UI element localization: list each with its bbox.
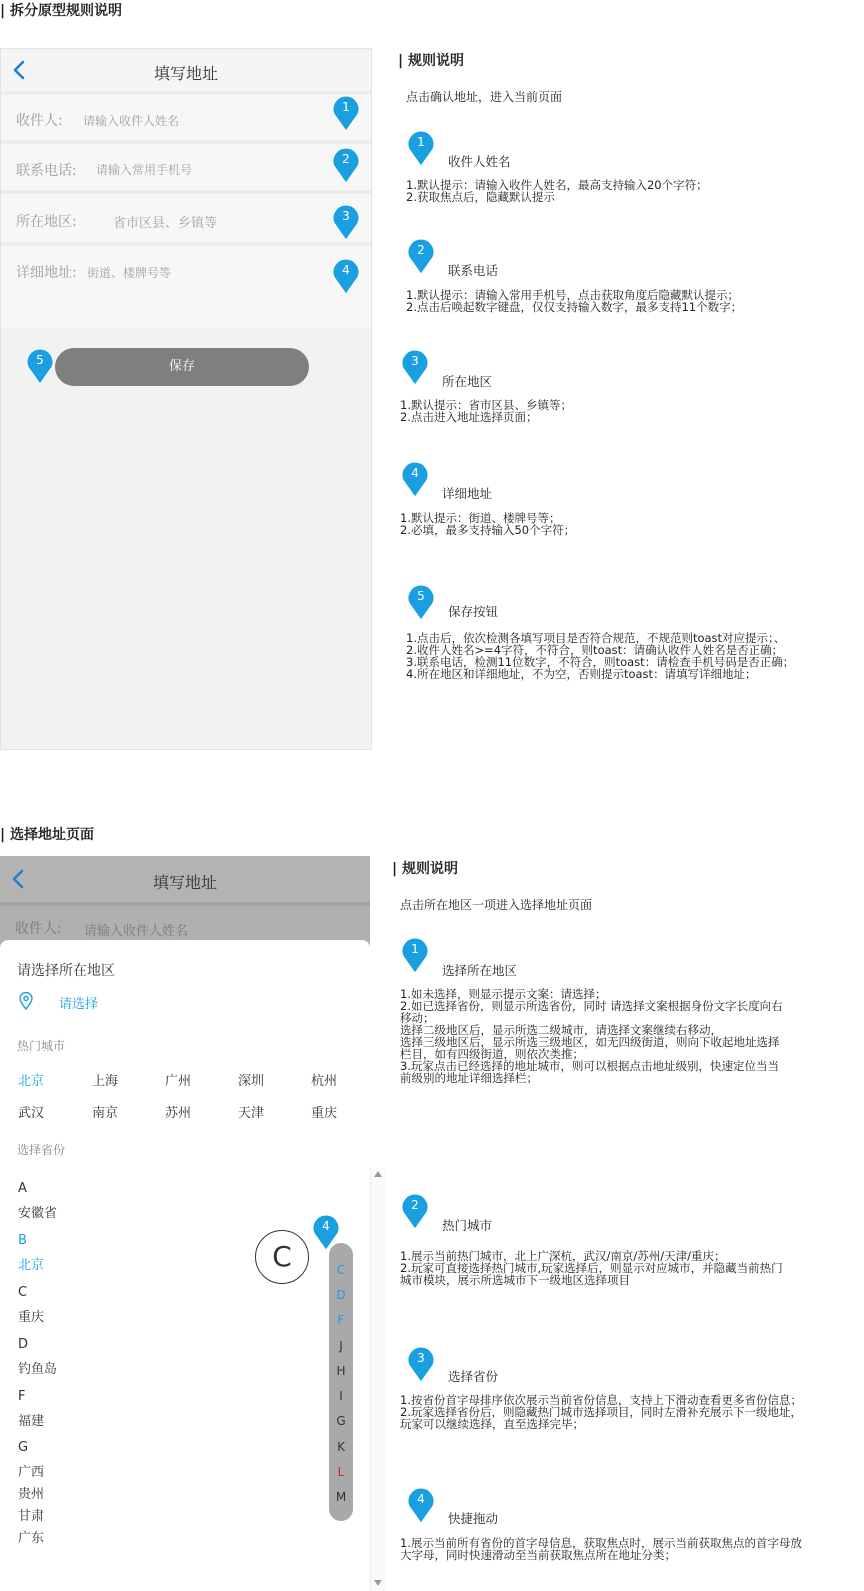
rule-name: 选择省份 [448, 1369, 499, 1384]
header-title: 填写地址 [152, 873, 217, 892]
rule-name: 热门城市 [442, 1218, 493, 1233]
group-letter: B [18, 1233, 27, 1248]
hot-city-item[interactable]: 苏州 [165, 1106, 192, 1121]
pin-number: 1 [417, 135, 425, 149]
group-letter: F [18, 1389, 26, 1404]
region-picker-sheet [0, 940, 370, 1591]
pin-number: 4 [411, 466, 419, 480]
pin-number: 3 [411, 354, 419, 368]
scroll-up-icon[interactable] [374, 1171, 382, 1177]
index-letter[interactable]: H [336, 1364, 346, 1378]
pin-number: 2 [411, 1198, 419, 1212]
phone-header [0, 856, 370, 902]
pin-number: 2 [342, 152, 350, 166]
field-label: 详细地址: [16, 265, 77, 281]
hot-city-item[interactable]: 武汉 [18, 1106, 45, 1121]
marker-pin-2 [331, 146, 361, 184]
field-placeholder: 请输入收件人姓名 [84, 924, 189, 939]
hot-city-item[interactable]: 北京 [18, 1074, 45, 1089]
pin-number: 2 [417, 243, 425, 257]
pin-number: 1 [342, 100, 350, 114]
rule-name: 快捷拖动 [448, 1511, 499, 1526]
field-label: 联系电话: [16, 163, 77, 179]
scroll-down-icon[interactable] [374, 1580, 382, 1586]
vertical-scrollbar[interactable] [370, 1168, 385, 1591]
rule-pin-3 [400, 348, 430, 386]
rule-name: 保存按钮 [448, 604, 499, 619]
phone-header [1, 49, 371, 91]
field-placeholder: 请输入常用手机号 [96, 163, 193, 177]
pin-number: 3 [342, 209, 350, 223]
marker-pin-5 [25, 347, 55, 385]
rule-name: 详细地址 [442, 486, 493, 501]
province-item[interactable]: 福建 [18, 1414, 45, 1429]
field-label: 所在地区: [16, 214, 77, 230]
index-letter[interactable]: I [339, 1389, 343, 1403]
rule-text: 1.默认提示：街道、楼牌号等； 2.必填，最多支持输入50个字符； [400, 511, 576, 537]
rule-text: 1.点击后，依次检测各填写项目是否符合规范，不规范则toast对应提示；、 2.收件人姓名>=4字符，不符合，则toast：请确认收件人姓名是否正确； 3.联系电话，检测11位数字，不符合，则toast：请检查手机号码是否正确； 4.所在地区和详细地址，不为空，否则提示toast：请填写详细地址； [406, 631, 795, 681]
marker-pin-4 [311, 1213, 341, 1251]
pin-number: 3 [417, 1351, 425, 1365]
province-item[interactable]: 安徽省 [18, 1206, 58, 1221]
rule-name: 联系电话 [448, 263, 499, 278]
field-placeholder: 省市区县、乡镇等 [113, 216, 218, 231]
rule-pin-3 [406, 1345, 436, 1383]
recipient-name-field[interactable] [1, 95, 371, 140]
field-label: 收件人: [15, 921, 62, 937]
rules-heading: | 规则说明 [398, 53, 464, 69]
phone-mockup-fill-address [0, 48, 372, 750]
index-letter[interactable]: L [337, 1465, 345, 1479]
sheet-title: 请选择所在地区 [17, 963, 115, 979]
index-letter[interactable]: J [339, 1339, 343, 1353]
hot-city-item[interactable]: 重庆 [311, 1106, 338, 1121]
hot-city-item[interactable]: 上海 [92, 1074, 119, 1089]
rule-name: 收件人姓名 [448, 154, 511, 169]
province-label: 选择省份 [17, 1143, 66, 1157]
province-item[interactable]: 北京 [18, 1258, 45, 1273]
rule-text: 1.默认提示：请输入收件人姓名，最高支持输入20个字符； 2.获取焦点后，隐藏默认提示 [406, 178, 708, 204]
pin-number: 1 [411, 942, 419, 956]
field-placeholder: 街道、楼牌号等 [87, 266, 172, 280]
letter-bubble: C [255, 1230, 309, 1284]
province-item[interactable]: 钓鱼岛 [18, 1362, 58, 1377]
rule-text: 1.展示当前所有省份的首字母信息，获取焦点时，展示当前获取焦点的首字母放 大字母，同时快速滑动至当前获取焦点所在地址分类； [400, 1536, 802, 1562]
index-letter[interactable]: M [335, 1490, 347, 1504]
select-prompt[interactable]: 请选择 [59, 997, 99, 1012]
location-pin-icon [18, 992, 34, 1010]
index-letter[interactable]: K [337, 1440, 345, 1454]
rule-pin-2 [400, 1192, 430, 1230]
rules-heading: | 规则说明 [392, 861, 458, 877]
rule-text: 1.默认提示：请输入常用手机号，点击获取角度后隐藏默认提示； 2.点击后唤起数字键盘，仅仅支持输入数字，最多支持11个数字； [406, 288, 743, 314]
pin-number: 5 [417, 589, 425, 603]
rule-name: 所在地区 [442, 374, 493, 389]
province-item[interactable]: 广东 [18, 1531, 45, 1546]
rule-pin-1 [406, 129, 436, 167]
pin-number: 4 [417, 1492, 425, 1506]
rules-intro: 点击确认地址，进入当前页面 [406, 90, 563, 104]
detail-address-field[interactable] [1, 246, 371, 328]
rule-pin-4 [400, 460, 430, 498]
index-letter[interactable]: D [336, 1288, 346, 1302]
region-field[interactable] [1, 194, 371, 242]
marker-pin-3 [331, 203, 361, 241]
province-item[interactable]: 重庆 [18, 1310, 45, 1325]
hot-city-item[interactable]: 天津 [238, 1106, 265, 1121]
save-button[interactable]: 保存 [55, 348, 309, 386]
pin-number: 5 [36, 353, 44, 367]
index-letter[interactable]: G [336, 1414, 346, 1428]
index-letter[interactable]: F [337, 1313, 345, 1327]
section-title-split-rules: | 拆分原型规则说明 [0, 3, 122, 19]
group-letter: A [18, 1181, 27, 1196]
rule-pin-4 [406, 1486, 436, 1524]
index-letter[interactable]: C [336, 1263, 346, 1277]
rule-name: 选择所在地区 [442, 963, 518, 978]
pin-number: 4 [322, 1219, 330, 1233]
rule-text: 1.如未选择，则显示提示文案：请选择； 2.如已选择省份，则显示所选省份，同时 请选择文案根据身份文字长度向右 移动； 选择二级地区后，显示所选二级城市，请选择文案继续右移动， 选择三级地区后，显示所选三级地区，如无四级街道，则向下收起地址选择 栏目，如有四级街道，则依次类推； 3.玩家点击已经选择的地址城市，则可以根据点击地址级别，快速定位当当 前级别的地址详细选择栏； [400, 987, 783, 1085]
rules-intro: 点击所在地区一项进入选择地址页面 [400, 898, 593, 912]
rule-text: 1.展示当前热门城市，北上广深杭，武汉/南京/苏州/天津/重庆； 2.玩家可直接选择热门城市,玩家选择后，则显示对应城市，并隐藏当前热门 城市模块，展示所选城市下一级地区选择项目 [400, 1249, 783, 1287]
province-item[interactable]: 贵州 [18, 1487, 45, 1502]
province-item[interactable]: 甘肃 [18, 1509, 45, 1524]
marker-pin-4 [331, 257, 361, 295]
group-letter: C [18, 1285, 28, 1300]
phone-number-field[interactable] [1, 144, 371, 190]
hot-city-item[interactable]: 深圳 [238, 1074, 265, 1089]
field-label: 收件人: [16, 113, 63, 129]
rule-pin-2 [406, 237, 436, 275]
pin-number: 4 [342, 263, 350, 277]
group-letter: D [18, 1337, 29, 1352]
section-title-select-address: | 选择地址页面 [0, 827, 94, 843]
rule-text: 1.默认提示：省市区县、乡镇等； 2.点击进入地址选择页面； [400, 398, 572, 424]
rule-pin-5 [406, 583, 436, 621]
header-title: 填写地址 [153, 64, 218, 83]
alphabet-index-bar[interactable] [329, 1243, 353, 1521]
rule-text: 1.按省份首字母排序依次展示当前省份信息，支持上下滑动查看更多省份信息； 2.玩家选择省份后，则隐藏热门城市选择项目，同时左滑补充展示下一级地址， 玩家可以继续选择，直至选择完毕； [400, 1393, 802, 1431]
marker-pin-1 [331, 94, 361, 132]
hot-city-item[interactable]: 南京 [92, 1106, 119, 1121]
rule-pin-1 [400, 936, 430, 974]
hot-cities-label: 热门城市 [17, 1039, 66, 1053]
hot-city-item[interactable]: 广州 [165, 1074, 192, 1089]
hot-city-item[interactable]: 杭州 [311, 1074, 338, 1089]
group-letter: G [18, 1440, 29, 1455]
province-item[interactable]: 广西 [18, 1465, 45, 1480]
field-placeholder: 请输入收件人姓名 [83, 114, 180, 128]
